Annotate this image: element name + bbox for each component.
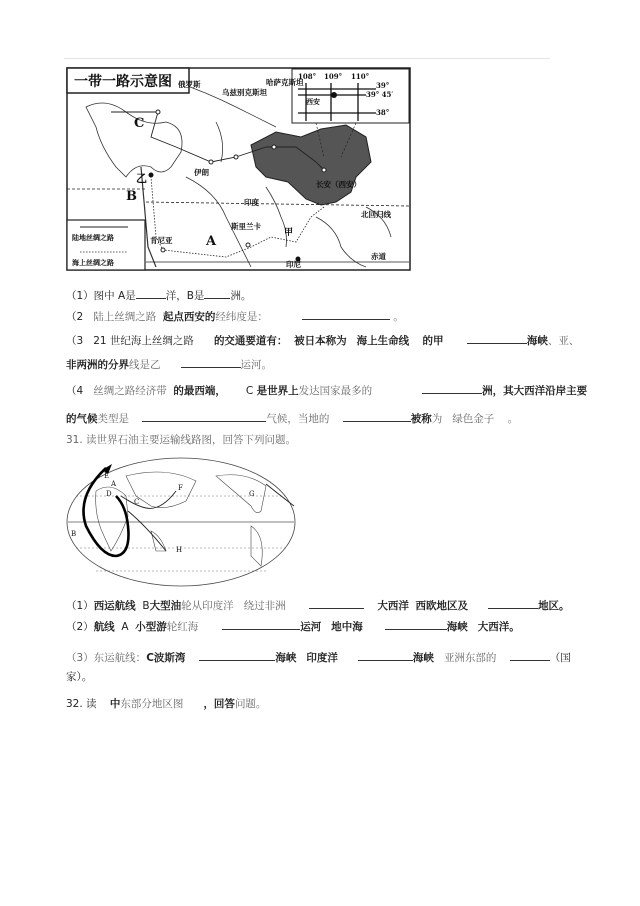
svg-text:D: D xyxy=(106,490,112,498)
svg-text:G: G xyxy=(249,490,255,498)
answer-blank-canal-2[interactable] xyxy=(222,617,300,630)
answer-blank-country[interactable] xyxy=(510,648,550,661)
svg-text:印尼: 印尼 xyxy=(286,260,301,269)
svg-text:39°: 39° xyxy=(376,81,390,90)
svg-text:印度: 印度 xyxy=(244,198,259,207)
q30-sub1: （1）图中 A是 洋，B是 洲。 xyxy=(66,286,251,303)
svg-text:陆地丝绸之路: 陆地丝绸之路 xyxy=(72,233,114,242)
answer-blank-strait-3[interactable] xyxy=(199,648,275,661)
q31-sub3-cont: 家）。 xyxy=(66,671,93,683)
svg-text:C: C xyxy=(134,116,145,131)
q31-sub1: （1）西运航线 B大型油轮从印度洋 绕过非洲 大西洋 西欧地区及 地区。 xyxy=(66,596,570,613)
answer-blank-ocean[interactable] xyxy=(136,286,166,299)
svg-text:哈萨克斯坦: 哈萨克斯坦 xyxy=(266,78,304,87)
svg-text:乙: 乙 xyxy=(136,172,147,185)
svg-text:B: B xyxy=(71,530,77,538)
answer-blank-route-b[interactable] xyxy=(309,596,364,609)
answer-blank-strait-2[interactable] xyxy=(385,617,447,630)
answer-blank-strait[interactable] xyxy=(467,331,527,344)
svg-text:F: F xyxy=(178,484,183,492)
answer-blank-coordinates[interactable] xyxy=(302,307,390,320)
answer-blank-strait-4[interactable] xyxy=(358,648,413,661)
svg-text:长安（西安）: 长安（西安） xyxy=(316,180,361,189)
q30-sub3-cont: 非两洲的分界线是乙 运河。 xyxy=(66,355,272,372)
q31-title: 31. 读世界石油主要运输线路图，回答下列问题。 xyxy=(66,434,297,446)
q30-sub4: （4 丝绸之路经济带 的最西端， C 是世界上发达国家最多的 洲，其大西洋沿岸主要 xyxy=(66,381,587,398)
svg-text:38°: 38° xyxy=(376,108,390,117)
q30-sub4-cont: 的气候类型是 气候，当地的 被称为 绿色金子 。 xyxy=(66,409,518,426)
svg-text:肯尼亚: 肯尼亚 xyxy=(150,236,173,245)
q30-sub3: （3 21 世纪海上丝绸之路 的交通要道有： 被日本称为 海上生命线 的甲 海峡、亚、 xyxy=(66,331,579,348)
answer-blank-product[interactable] xyxy=(343,409,411,422)
svg-text:斯里兰卡: 斯里兰卡 xyxy=(231,222,261,231)
svg-text:B: B xyxy=(126,189,137,204)
q31-sub3: （3）东运航线：C波斯湾 海峡 印度洋 海峡 亚洲东部的 （国 xyxy=(66,648,571,665)
svg-text:海上丝绸之路: 海上丝绸之路 xyxy=(72,258,114,267)
svg-text:110°: 110° xyxy=(351,72,370,81)
header-divider xyxy=(64,58,550,59)
answer-blank-climate[interactable] xyxy=(142,409,266,422)
answer-blank-region[interactable] xyxy=(488,596,538,609)
answer-blank-continent[interactable] xyxy=(204,286,230,299)
q31-sub2: （2）航线 A 小型游轮红海 运河 地中海 海峡 大西洋。 xyxy=(66,617,520,634)
svg-text:109°: 109° xyxy=(324,72,343,81)
svg-text:乌兹别克斯坦: 乌兹别克斯坦 xyxy=(222,88,267,97)
svg-text:甲: 甲 xyxy=(284,228,294,238)
svg-text:E: E xyxy=(104,472,110,480)
oil-route-map xyxy=(66,456,296,588)
svg-text:39° 45′: 39° 45′ xyxy=(366,90,394,99)
q32-title: 32. 读 中东部分地区图 ，回答问题。 xyxy=(66,698,267,710)
svg-text:A: A xyxy=(111,480,117,488)
svg-text:北回归线: 北回归线 xyxy=(361,210,391,219)
svg-text:俄罗斯: 俄罗斯 xyxy=(178,80,201,89)
svg-text:C: C xyxy=(134,498,140,506)
svg-text:一带一路示意图: 一带一路示意图 xyxy=(74,74,172,90)
svg-text:A: A xyxy=(206,234,217,249)
svg-text:伊朗: 伊朗 xyxy=(194,168,209,177)
svg-text:西安: 西安 xyxy=(306,97,320,106)
svg-text:赤道: 赤道 xyxy=(371,252,386,261)
answer-blank-continent-c[interactable] xyxy=(422,381,482,394)
belt-road-map xyxy=(66,67,411,271)
answer-blank-canal[interactable] xyxy=(181,355,241,368)
q30-sub2: （2 陆上丝绸之路 起点西安的经纬度是： 。 xyxy=(66,307,404,324)
svg-text:H: H xyxy=(176,546,183,554)
svg-text:108°: 108° xyxy=(298,72,317,81)
